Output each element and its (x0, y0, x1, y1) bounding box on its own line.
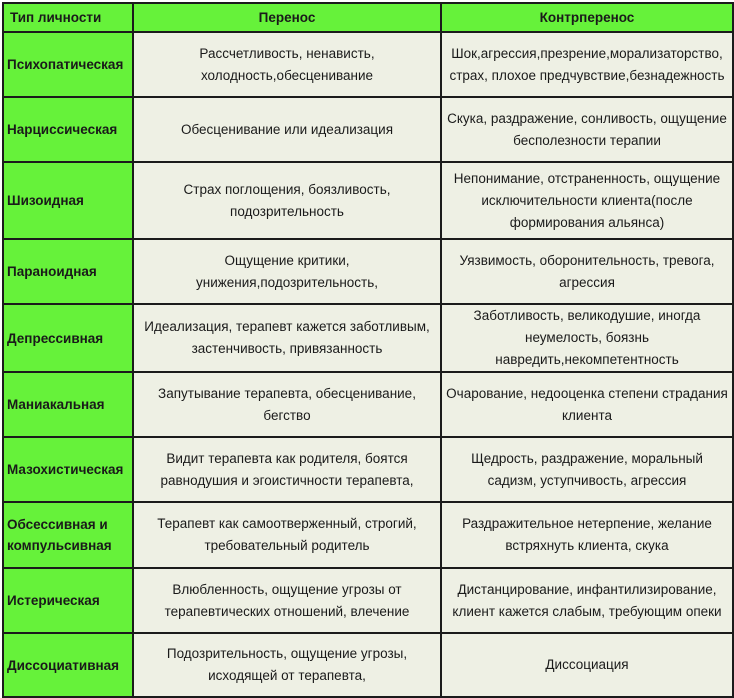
transference-cell: Идеализация, терапевт кажется заботливым, застенчивость, привязанность (133, 304, 441, 372)
table-row (3, 372, 733, 437)
header-row (3, 3, 733, 32)
transference-cell: Рассчетливость, ненависть, холодность,обесценивание (133, 32, 441, 97)
personality-type-cell: Шизоидная (3, 162, 133, 239)
table-row (3, 568, 733, 633)
table-row (3, 97, 733, 162)
table-row (3, 502, 733, 568)
countertransference-cell: Раздражительное нетерпение, желание встряхнуть клиента, скука (441, 502, 733, 568)
personality-type-cell: Маниакальная (3, 372, 133, 437)
countertransference-cell: Уязвимость, оборонительность, тревога, агрессия (441, 239, 733, 304)
table-row (3, 32, 733, 97)
table-row (3, 239, 733, 304)
transference-cell: Подозрительность, ощущение угрозы, исходящей от терапевта, (133, 633, 441, 697)
countertransference-cell: Шок,агрессия,презрение,морализаторство, страх, плохое предчувствие,безнадежность (441, 32, 733, 97)
table-row (3, 304, 733, 372)
countertransference-cell: Заботливость, великодушие, иногда неумелость, боязнь навредить,некомпетентность (441, 304, 733, 372)
personality-type-cell: Нарциссическая (3, 97, 133, 162)
countertransference-cell: Непонимание, отстраненность, ощущение исключительности клиента(после формирования альянса) (441, 162, 733, 239)
personality-type-cell: Депрессивная (3, 304, 133, 372)
transference-cell: Видит терапевта как родителя, боятся равнодушия и эгоистичности терапевта, (133, 437, 441, 502)
table-row (3, 633, 733, 697)
personality-type-cell: Психопатическая (3, 32, 133, 97)
header-countertransference: Контрперенос (441, 3, 733, 32)
transference-cell: Терапевт как самоотверженный, строгий, требовательный родитель (133, 502, 441, 568)
transference-cell: Влюбленность, ощущение угрозы от терапевтических отношений, влечение (133, 568, 441, 633)
countertransference-cell: Диссоциация (441, 633, 733, 697)
personality-type-cell: Обсессивная и компульсивная (3, 502, 133, 568)
personality-transference-table (2, 2, 734, 698)
transference-cell: Ощущение критики, унижения,подозрительность, (133, 239, 441, 304)
table-row (3, 437, 733, 502)
personality-type-cell: Параноидная (3, 239, 133, 304)
countertransference-cell: Щедрость, раздражение, моральный садизм, уступчивость, агрессия (441, 437, 733, 502)
personality-type-cell: Диссоциативная (3, 633, 133, 697)
countertransference-cell: Дистанцирование, инфантилизирование, клиент кажется слабым, требующим опеки (441, 568, 733, 633)
transference-cell: Страх поглощения, боязливость, подозрительность (133, 162, 441, 239)
transference-cell: Запутывание терапевта, обесценивание, бегство (133, 372, 441, 437)
personality-type-cell: Мазохистическая (3, 437, 133, 502)
table-row (3, 162, 733, 239)
header-personality-type: Тип личности (3, 3, 133, 32)
transference-cell: Обесценивание или идеализация (133, 97, 441, 162)
countertransference-cell: Очарование, недооценка степени страдания клиента (441, 372, 733, 437)
personality-type-cell: Истерическая (3, 568, 133, 633)
countertransference-cell: Скука, раздражение, сонливость, ощущение бесполезности терапии (441, 97, 733, 162)
header-transference: Перенос (133, 3, 441, 32)
